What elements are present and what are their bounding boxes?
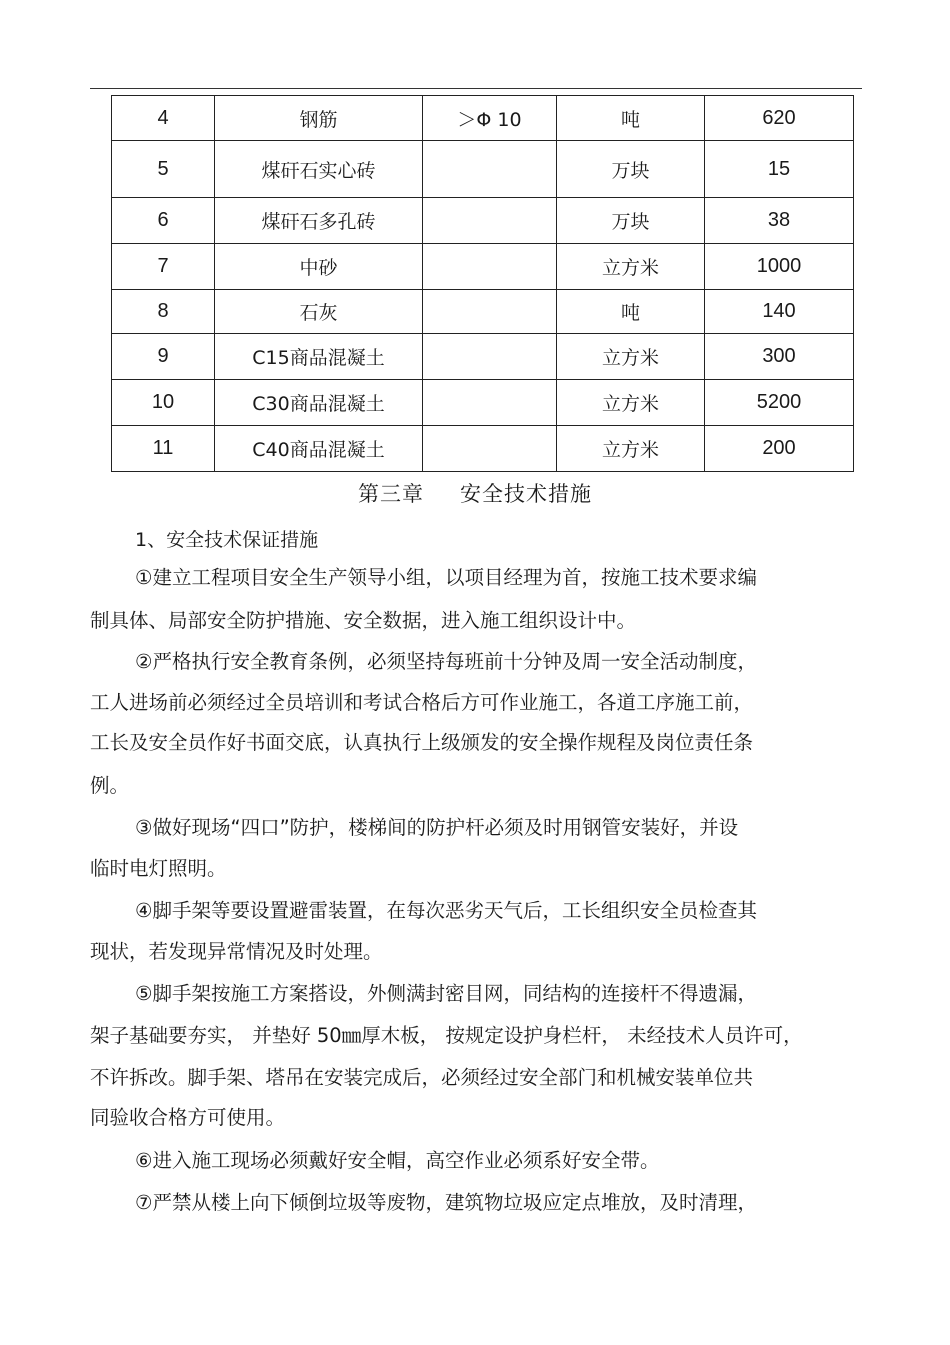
table-row: [112, 334, 854, 380]
cell-name: C40商品混凝土: [215, 426, 423, 472]
paragraph-line: 工长及安全员作好书面交底，认真执行上级颁发的安全操作规程及岗位责任条: [90, 731, 754, 754]
cell-no: 11: [112, 426, 215, 472]
cell-no: 10: [112, 380, 215, 426]
table-row: [112, 244, 854, 290]
cell-qty: 1000: [705, 244, 854, 290]
paragraph-line: 不许拆改。脚手架、塔吊在安装完成后，必须经过安全部门和机械安装单位共: [90, 1066, 754, 1089]
cell-name: 钢筋: [215, 96, 423, 141]
cell-unit: 立方米: [557, 334, 705, 380]
cell-spec: [423, 426, 557, 472]
section-heading: 1、安全技术保证措施: [135, 529, 319, 551]
cell-qty: 5200: [705, 380, 854, 426]
cell-spec: [423, 244, 557, 290]
cell-unit: 万块: [557, 141, 705, 198]
paragraph-line: 例。: [90, 774, 130, 797]
chapter-name: 安全技术措施: [460, 482, 592, 506]
paragraph-line: ②严格执行安全教育条例，必须坚持每班前十分钟及周一安全活动制度，: [135, 650, 757, 673]
paragraph-line: ③做好现场“四口”防护，楼梯间的防护杆必须及时用钢管安装好，并设: [135, 816, 739, 839]
table-row: [112, 290, 854, 334]
cell-qty: 200: [705, 426, 854, 472]
header-rule: [90, 88, 862, 89]
paragraph-line: 架子基础要夯实， 并垫好 50㎜厚木板， 按规定设护身栏杆， 未经技术人员许可，: [90, 1024, 803, 1047]
cell-unit: 立方米: [557, 426, 705, 472]
cell-spec: ＞Φ 10: [423, 96, 557, 141]
cell-name: C15商品混凝土: [215, 334, 423, 380]
cell-spec: [423, 290, 557, 334]
paragraph-line: ①建立工程项目安全生产领导小组，以项目经理为首，按施工技术要求编: [135, 566, 757, 589]
cell-unit: 万块: [557, 198, 705, 244]
paragraph-line: 工人进场前必须经过全员培训和考试合格后方可作业施工，各道工序施工前，: [90, 691, 754, 714]
cell-unit: 吨: [557, 290, 705, 334]
cell-unit: 吨: [557, 96, 705, 141]
cell-spec: [423, 380, 557, 426]
table-row: [112, 426, 854, 472]
paragraph-line: ⑦严禁从楼上向下倾倒垃圾等废物，建筑物垃圾应定点堆放，及时清理，: [135, 1191, 757, 1214]
cell-qty: 140: [705, 290, 854, 334]
paragraph-line: ⑥进入施工现场必须戴好安全帽，高空作业必须系好安全带。: [135, 1149, 660, 1172]
table-row: [112, 380, 854, 426]
cell-name: 煤矸石实心砖: [215, 141, 423, 198]
chapter-number: 第三章: [358, 482, 424, 506]
cell-no: 8: [112, 290, 215, 334]
paragraph-line: ④脚手架等要设置避雷装置，在每次恶劣天气后，工长组织安全员检查其: [135, 899, 757, 922]
cell-spec: [423, 141, 557, 198]
paragraph-line: ⑤脚手架按施工方案搭设，外侧满封密目网，同结构的连接杆不得遗漏，: [135, 982, 757, 1005]
paragraph-line: 临时电灯照明。: [90, 857, 227, 880]
cell-unit: 立方米: [557, 380, 705, 426]
cell-qty: 620: [705, 96, 854, 141]
cell-no: 5: [112, 141, 215, 198]
table-row: [112, 198, 854, 244]
cell-spec: [423, 334, 557, 380]
paragraph-line: 同验收合格方可使用。: [90, 1106, 286, 1129]
chapter-title: [0, 478, 950, 508]
cell-qty: 300: [705, 334, 854, 380]
cell-no: 7: [112, 244, 215, 290]
cell-name: 石灰: [215, 290, 423, 334]
cell-qty: 15: [705, 141, 854, 198]
cell-no: 9: [112, 334, 215, 380]
cell-name: 煤矸石多孔砖: [215, 198, 423, 244]
cell-qty: 38: [705, 198, 854, 244]
table-row: [112, 141, 854, 198]
table-row: [112, 96, 854, 141]
paragraph-line: 制具体、局部安全防护措施、安全数据，进入施工组织设计中。: [90, 609, 637, 632]
cell-spec: [423, 198, 557, 244]
cell-no: 4: [112, 96, 215, 141]
paragraph-line: 现状，若发现异常情况及时处理。: [90, 940, 383, 963]
cell-name: 中砂: [215, 244, 423, 290]
materials-table: [111, 95, 854, 472]
cell-unit: 立方米: [557, 244, 705, 290]
cell-name: C30商品混凝土: [215, 380, 423, 426]
cell-no: 6: [112, 198, 215, 244]
